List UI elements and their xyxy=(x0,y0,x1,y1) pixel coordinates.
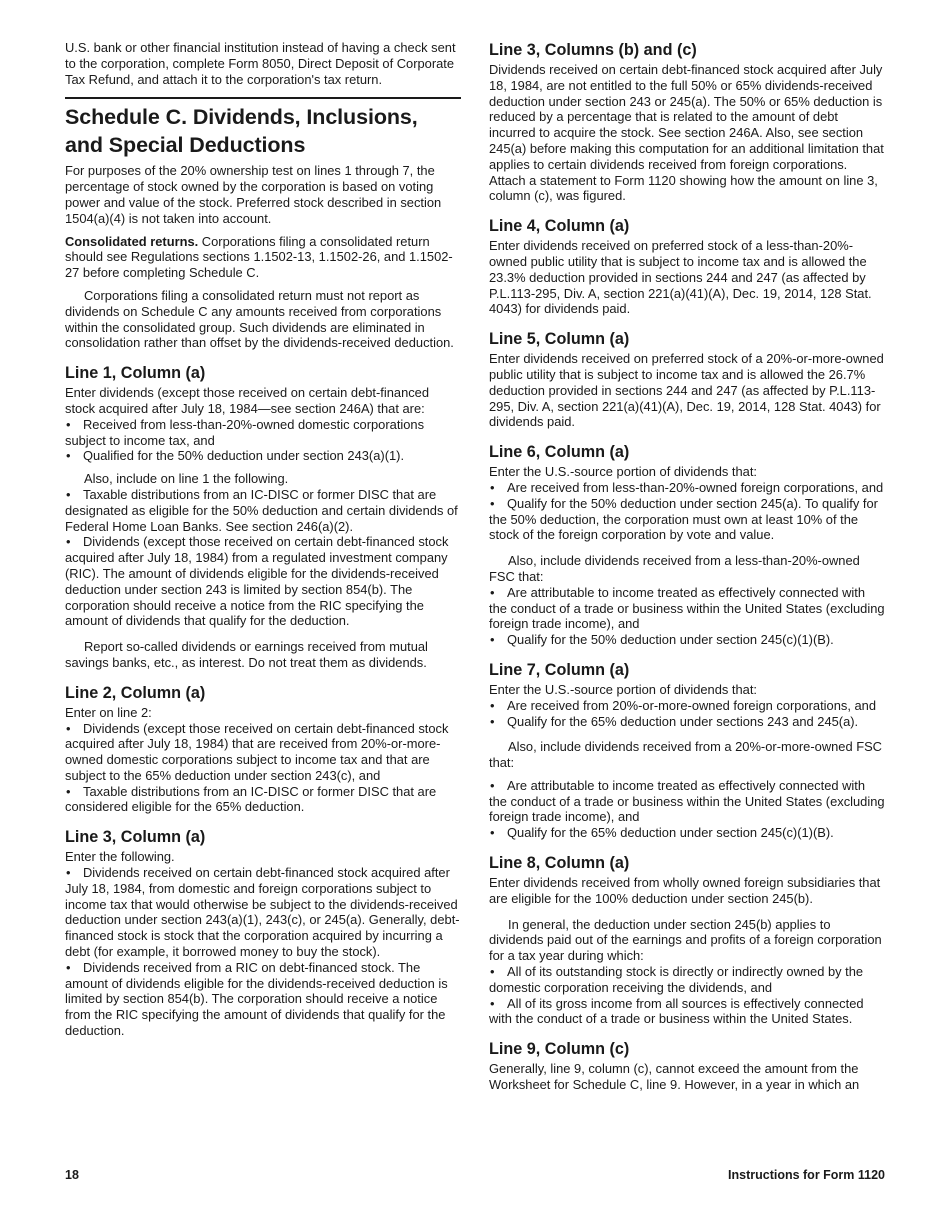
line7-bullet-1: • Are received from 20%-or-more-owned foreign corporations, and xyxy=(489,698,885,714)
line7-bullet-4: • Qualify for the 65% deduction under section 245(c)(1)(B). xyxy=(489,825,885,841)
line6-also: Also, include dividends received from a less-than-20%-owned FSC that: xyxy=(489,553,860,584)
line1-report-note: Report so-called dividends or earnings received from mutual savings banks, etc., as interest. Do not treat them as dividends. xyxy=(65,639,428,670)
line1-bullet-1: • Received from less-than-20%-owned domestic corporations subject to income tax, and xyxy=(65,417,461,449)
line8-general: In general, the deduction under section 245(b) applies to dividends paid out of the earnings and profits of a foreign corporation for a tax year during which: xyxy=(489,916,882,964)
intro-paragraph: U.S. bank or other financial institution instead of having a check sent to the corporation, complete Form 8050, Direct Deposit of Corporate Tax Refund, and attach it to the corporation's tax return. xyxy=(65,40,456,87)
consolidated-returns-text: Corporations filing a consolidated return should see Regulations sections 1.1502-13, 1.1502-26, and 1.1502-27 before completing Schedule C. xyxy=(65,233,453,281)
ownership-paragraph: For purposes of the 20% ownership test on lines 1 through 7, the percentage of stock owned by the corporation is based on voting power and value of the stock. Preferred stock described in section 1504(a)(4) is not taken into account. xyxy=(65,163,442,226)
line5-text: Enter dividends received on preferred stock of a 20%-or-more-owned public utility that is subject to income tax and is allowed the 26.7% deduction provided in sections 244 and 247 (as affected by P.L.113-295, Div. A, section 221(a)(41)(A), Dec. 19, 2014, 128 Stat. 4043) for dividends paid. xyxy=(489,351,884,430)
line9-text: Generally, line 9, column (c), cannot exceed the amount from the Worksheet for Schedule C, line 9. However, in a year in which an xyxy=(489,1061,860,1093)
section-rule xyxy=(65,97,461,99)
line2-heading: Line 2, Column (a) xyxy=(65,683,206,702)
line1-bullet-3: • Taxable distributions from an IC-DISC or former DISC that are designated as eligible for the 50% deduction and certain dividends of Federal Home Loan Banks. See section 246(a)(2). xyxy=(65,487,461,534)
consolidated-returns-label: Consolidated returns. xyxy=(65,233,199,249)
line2-bullet-1: • Dividends (except those received on certain debt-financed stock acquired after July 18, 1984) that are received from 20%-or-more-owned domestic corporations subject to income tax and that are subject to the 65% deduction under section 243(c), and xyxy=(65,721,461,784)
consolidated-returns-paragraph-2: Corporations filing a consolidated return must not report as dividends on Schedule C any amounts received from corporations within the consolidated group. Such dividends are eliminated in consolidation rather than offset by the dividends-received deduction. xyxy=(65,287,454,351)
line7-heading: Line 7, Column (a) xyxy=(489,660,630,679)
line6-intro: Enter the U.S.-source portion of dividends that: xyxy=(489,464,757,480)
line1-heading: Line 1, Column (a) xyxy=(65,364,206,383)
line7-also: Also, include dividends received from a 20%-or-more-owned FSC that: xyxy=(489,739,882,771)
line6-bullet-2: • Qualify for the 50% deduction under section 245(a). To qualify for the 50% deduction, the corporation must own at least 10% of the stock of the foreign corporation by vote and value. xyxy=(489,496,885,543)
line3bc-text: Dividends received on certain debt-financed stock acquired after July 18, 1984, are not entitled to the full 50% or 65% dividends-received deduction under section 243 or 245(a). The 50% or 65% deduction is reduced by a percentage that is related to the amount of debt incurred to acquire the stock. See section 246A. Also, see section 245(a) before making this computation for an additional limitation that applies to certain dividends received from foreign corporations. Attach a statement to Form 1120 showing how the amount on line 3, column (c), was figured. xyxy=(489,62,884,204)
line5-heading: Line 5, Column (a) xyxy=(489,330,630,349)
line1-intro: Enter dividends (except those received on certain debt-financed stock acquired after July 18, 1984—see section 246A) that are: xyxy=(65,385,430,416)
line9-heading: Line 9, Column (c) xyxy=(489,1040,630,1059)
line8-text: Enter dividends received from wholly owned foreign subsidiaries that are eligible for the 100% deduction under section 245(b). xyxy=(489,875,881,906)
line6-heading: Line 6, Column (a) xyxy=(489,443,630,462)
consolidated-returns-paragraph xyxy=(65,234,461,281)
line3a-bullet-1: • Dividends received on certain debt-financed stock acquired after July 18, 1984, from domestic and foreign corporations subject to income tax that would otherwise be subject to the dividends-received deduction under section 243(a)(1), 243(c), or 245(a). Generally, debt-financed stock is stock that the corporation acquired by incurring a debt (for example, it borrowed money to buy the stock). xyxy=(65,865,461,960)
line1-also: Also, include on line 1 the following. xyxy=(84,471,289,487)
line7-intro: Enter the U.S.-source portion of dividends that: xyxy=(489,681,757,697)
line6-bullet-1: • Are received from less-than-20%-owned foreign corporations, and xyxy=(489,480,885,496)
line4-text: Enter dividends received on preferred stock of a less-than-20%-owned public utility that is subject to income tax and is allowed the 23.3% deduction provided in sections 244 and 247 (as affected by P.L.113-295, Div. A, section 221(a)(41)(A), Dec. 19, 2014, 128 Stat. 4043) for dividends paid. xyxy=(489,238,872,317)
line1-bullet-4: • Dividends (except those received on certain debt-financed stock acquired after July 18, 1984) from a regulated investment company (RIC). The amount of dividends eligible for the dividends-received deduction under section 243 is limited by section 854(b). The corporation should receive a notice from the RIC specifying the amount of dividends that qualify for the deduction. xyxy=(65,534,461,629)
line8-bullet-2: • All of its gross income from all sources is effectively connected with the conduct of a trade or business within the United States. xyxy=(489,996,885,1028)
schedule-c-title: Schedule C. Dividends, Inclusions, and Special Deductions xyxy=(65,105,418,158)
line6-bullet-3: • Are attributable to income treated as effectively connected with the conduct of a trade or business within the United States (excluding foreign trade income), and xyxy=(489,585,885,632)
page-number: 18 xyxy=(65,1168,79,1182)
line8-bullet-1: • All of its outstanding stock is directly or indirectly owned by the domestic corporation receiving the dividends, and xyxy=(489,964,885,996)
line3a-intro: Enter the following. xyxy=(65,849,175,865)
line2-bullet-2: • Taxable distributions from an IC-DISC or former DISC that are considered eligible for the 65% deduction. xyxy=(65,784,461,816)
right-column xyxy=(489,40,885,1093)
line3a-heading: Line 3, Column (a) xyxy=(65,828,206,847)
line3bc-heading: Line 3, Columns (b) and (c) xyxy=(489,41,697,59)
line2-intro: Enter on line 2: xyxy=(65,704,152,720)
line7-bullet-3: • Are attributable to income treated as effectively connected with the conduct of a trade or business within the United States (excluding foreign trade income), and xyxy=(489,778,885,825)
line1-bullet-2: • Qualified for the 50% deduction under section 243(a)(1). xyxy=(65,448,461,464)
line6-bullet-4: • Qualify for the 50% deduction under section 245(c)(1)(B). xyxy=(489,632,885,648)
form-title-footer: Instructions for Form 1120 xyxy=(728,1168,885,1182)
line3a-bullet-2: • Dividends received from a RIC on debt-financed stock. The amount of dividends eligible for the dividends-received deduction is limited by section 854(b). The corporation should receive a notice from the RIC specifying the amount of dividends that qualify for the deduction. xyxy=(65,960,461,1039)
line7-bullet-2: • Qualify for the 65% deduction under sections 243 and 245(a). xyxy=(489,714,885,730)
left-column xyxy=(65,40,461,1039)
line8-heading: Line 8, Column (a) xyxy=(489,854,630,873)
line4-heading: Line 4, Column (a) xyxy=(489,217,630,236)
